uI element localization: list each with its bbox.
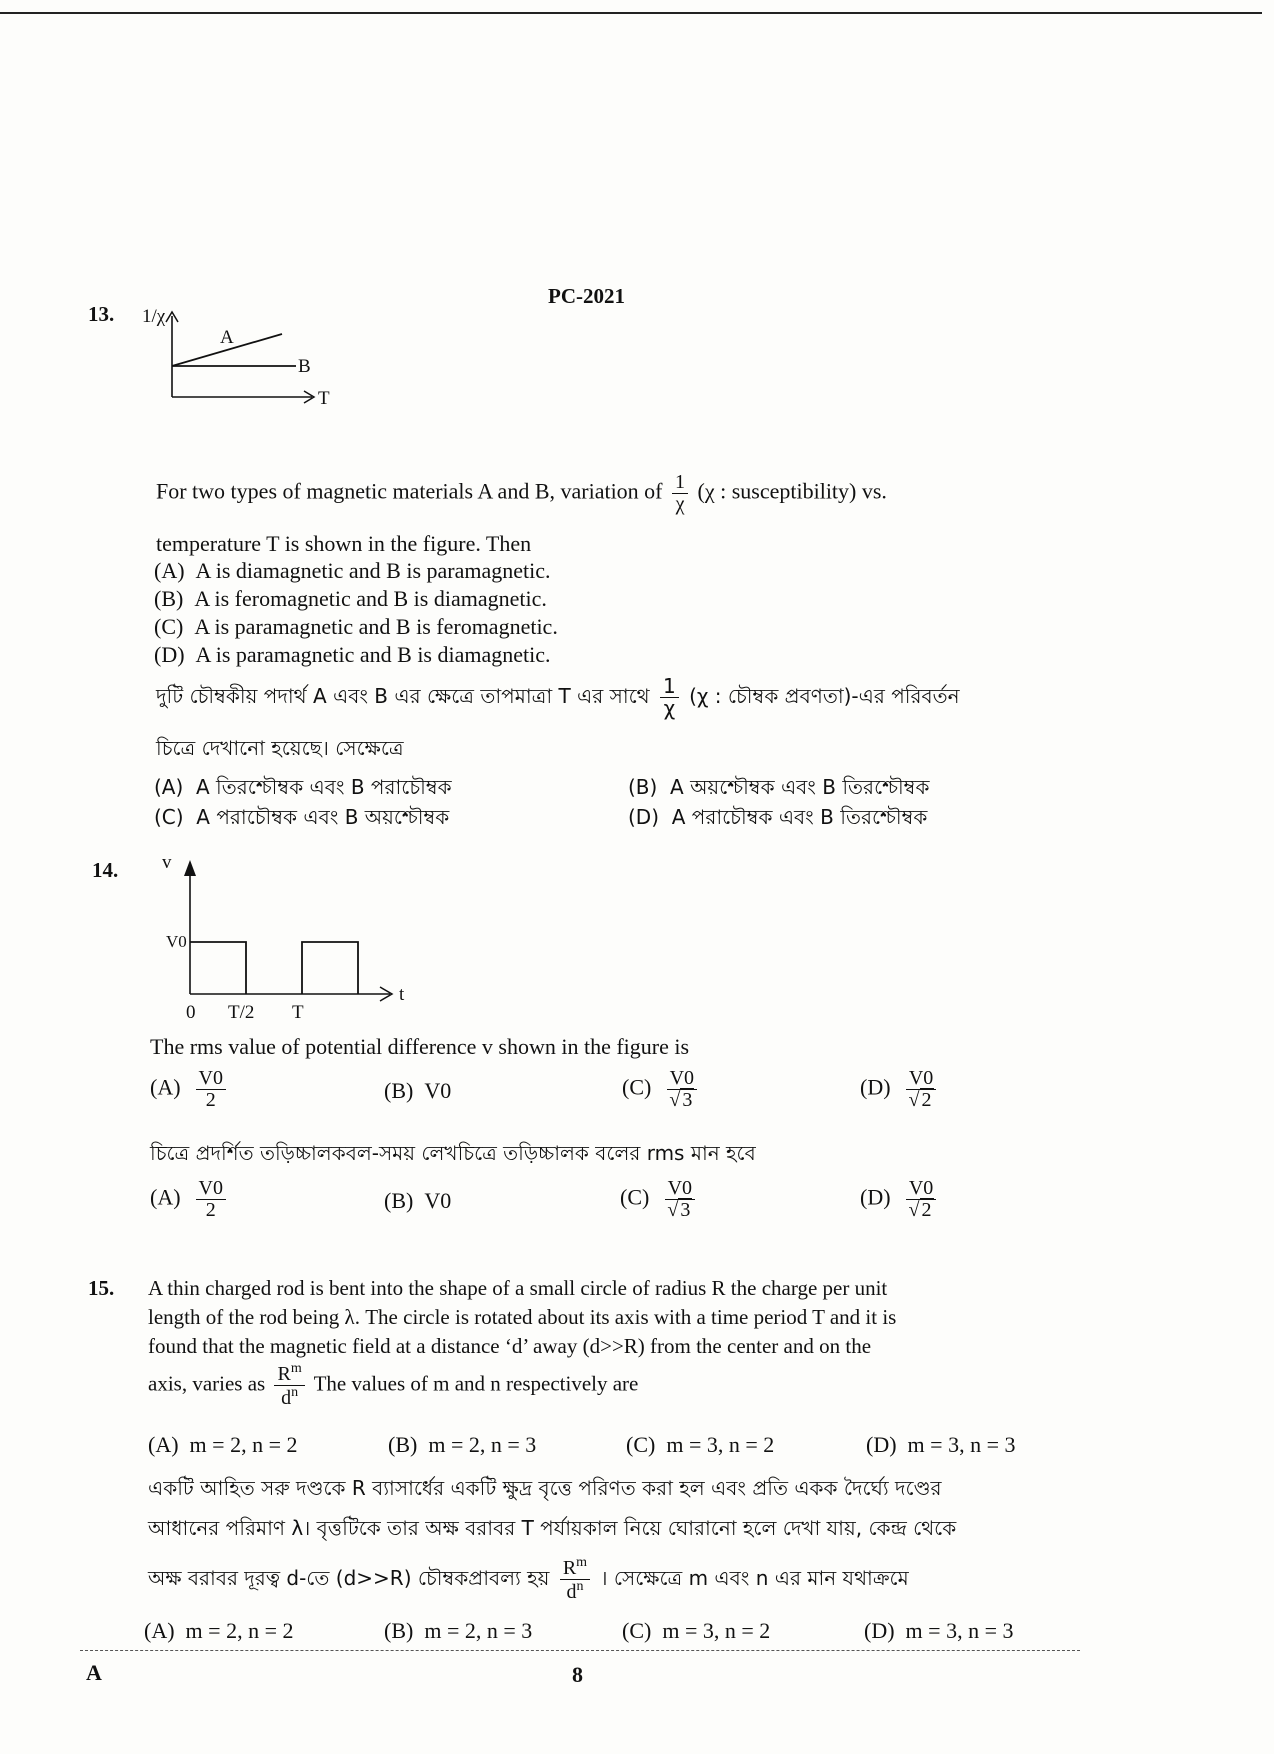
footer-rule	[80, 1650, 1080, 1651]
q14-tick-0: 0	[186, 1002, 196, 1023]
q13-label-a: A	[220, 327, 234, 348]
q13-x-label: T	[318, 388, 330, 409]
q14-stem: The rms value of potential difference v shown in the figure is	[150, 1034, 690, 1059]
q15-bn-line1: একটি আহিত সরু দণ্ডকে R ব্যাসার্ধের একটি ক্ষুদ্র বৃত্তে পরিণত করা হল এবং প্রতি একক দৈর্ঘ্যে দণ্ডের	[148, 1476, 942, 1500]
q13-option-c[interactable]: (C) A is paramagnetic and B is feromagnetic.	[154, 614, 558, 639]
q13-bn-stem-line1: দুটি চৌম্বকীয় পদার্থ A এবং B এর ক্ষেত্রে তাপমাত্রা T এর সাথে $\frac{1}{\chi}$ (χ : চৌম্বক প্রবণতা)-এর পরিবর্তন	[156, 674, 960, 720]
q13-stem-line2: temperature T is shown in the figure. Then	[156, 531, 532, 556]
q13-bn-option-d[interactable]: (D) A পরাচৌম্বক এবং B তিরশ্চৌম্বক	[628, 805, 928, 829]
q14-option-d[interactable]: (D) $\frac{V0}{√ 2}$	[860, 1068, 941, 1111]
q15-bn-line2: আধানের পরিমাণ λ। বৃত্তটিকে তার অক্ষ বরাবর T পর্যায়কাল নিয়ে ঘোরানো হলে দেখা যায়, কেন্দ্র থেকে	[148, 1516, 957, 1540]
question-15-number: 15.	[88, 1276, 115, 1300]
q13-bn-option-a[interactable]: (A) A তিরশ্চৌম্বক এবং B পরাচৌম্বক	[154, 775, 452, 799]
q15-fraction: $\frac{R^m}{d^n}$	[274, 1362, 304, 1409]
q14-option-a[interactable]: (A) $\frac{V0}{2}$	[150, 1068, 230, 1111]
q15-option-a[interactable]: (A) m = 2, n = 2	[148, 1432, 298, 1457]
q15-bn-option-b[interactable]: (B) m = 2, n = 3	[384, 1618, 533, 1643]
q14-pulse-2	[302, 942, 358, 994]
q15-option-b[interactable]: (B) m = 2, n = 3	[388, 1432, 537, 1457]
q15-stem-line4: axis, varies as $\frac{R^m}{d^n}$ The values of m and n respectively are	[148, 1361, 639, 1409]
q14-bn-option-b[interactable]: (B) V0	[384, 1188, 452, 1213]
q15-stem-line2: length of the rod being λ. The circle is rotated about its axis with a time period T and it is	[148, 1305, 897, 1329]
q13-option-b[interactable]: (B) A is feromagnetic and B is diamagnetic.	[154, 586, 547, 611]
question-13-number: 13.	[88, 302, 115, 326]
q14-y-arrow	[184, 860, 196, 876]
q14-pulse-1	[190, 942, 246, 994]
q14-bn-stem: চিত্রে প্রদর্শিত তড়িচ্চালকবল-সময় লেখচিত্রে তড়িচ্চালক বলের rms মান হবে	[150, 1141, 756, 1165]
q15-bn-option-a[interactable]: (A) m = 2, n = 2	[144, 1618, 294, 1643]
q13-figure	[140, 300, 340, 412]
page-number: 8	[572, 1662, 583, 1687]
q14-y-label: v	[162, 852, 172, 873]
q15-bn-option-c[interactable]: (C) m = 3, n = 2	[622, 1618, 771, 1643]
q14-x-label: t	[399, 984, 405, 1005]
q14-option-c[interactable]: (C) $\frac{V0}{√ 3}$	[622, 1068, 701, 1111]
q15-bn-option-d[interactable]: (D) m = 3, n = 3	[864, 1618, 1014, 1643]
question-14-number: 14.	[92, 858, 119, 882]
q14-level-label: V0	[166, 932, 187, 951]
q14-bn-option-c[interactable]: (C) $\frac{V0}{√ 3}$	[620, 1178, 699, 1221]
top-rule	[0, 12, 1262, 14]
q13-option-d[interactable]: (D) A is paramagnetic and B is diamagnetic.	[154, 642, 551, 667]
q15-stem-line3: found that the magnetic field at a distance ‘d’ away (d>>R) from the center and on the	[148, 1334, 872, 1358]
q15-option-d[interactable]: (D) m = 3, n = 3	[866, 1432, 1016, 1457]
q13-label-b: B	[298, 356, 311, 377]
q13-bn-option-c[interactable]: (C) A পরাচৌম্বক এবং B অয়শ্চৌম্বক	[154, 805, 450, 829]
q15-bn-line3: অক্ষ বরাবর দূরত্ব d-তে (d>>R) চৌম্বকপ্রাবল্য হয় $\frac{R^m}{d^n}$ । সেক্ষেত্রে m এবং n এর মান যথাক্রমে	[148, 1555, 909, 1603]
q14-tick-half: T/2	[228, 1002, 255, 1023]
q14-bn-option-a[interactable]: (A) $\frac{V0}{2}$	[150, 1178, 230, 1221]
q13-bn-option-b[interactable]: (B) A অয়শ্চৌম্বক এবং B তিরশ্চৌম্বক	[628, 775, 930, 799]
q14-option-b[interactable]: (B) V0	[384, 1078, 452, 1103]
q15-bn-fraction: $\frac{R^m}{d^n}$	[560, 1556, 590, 1603]
q14-tick-T: T	[292, 1002, 304, 1023]
q13-stem-line1: For two types of magnetic materials A and B, variation of $\frac{1}{\chi}$ (χ : susceptibility) vs.	[156, 471, 887, 515]
q15-option-c[interactable]: (C) m = 3, n = 2	[626, 1432, 775, 1457]
q13-bn-fraction: $\frac{1}{\chi}$	[660, 676, 679, 719]
q14-bn-option-d[interactable]: (D) $\frac{V0}{√ 2}$	[860, 1178, 941, 1221]
q14-figure	[160, 846, 440, 1024]
q13-fraction: $\frac{1}{\chi}$	[672, 472, 688, 515]
q13-y-label: 1/χ	[142, 306, 166, 327]
q13-bn-stem-line2: চিত্রে দেখানো হয়েছে। সেক্ষেত্রে	[156, 736, 404, 760]
q13-option-a[interactable]: (A) A is diamagnetic and B is paramagnetic.	[154, 558, 551, 583]
footer-set-code: A	[86, 1660, 102, 1685]
paper-code: PC-2021	[548, 284, 625, 308]
q15-stem-line1: A thin charged rod is bent into the shape of a small circle of radius R the charge per unit	[148, 1276, 888, 1300]
